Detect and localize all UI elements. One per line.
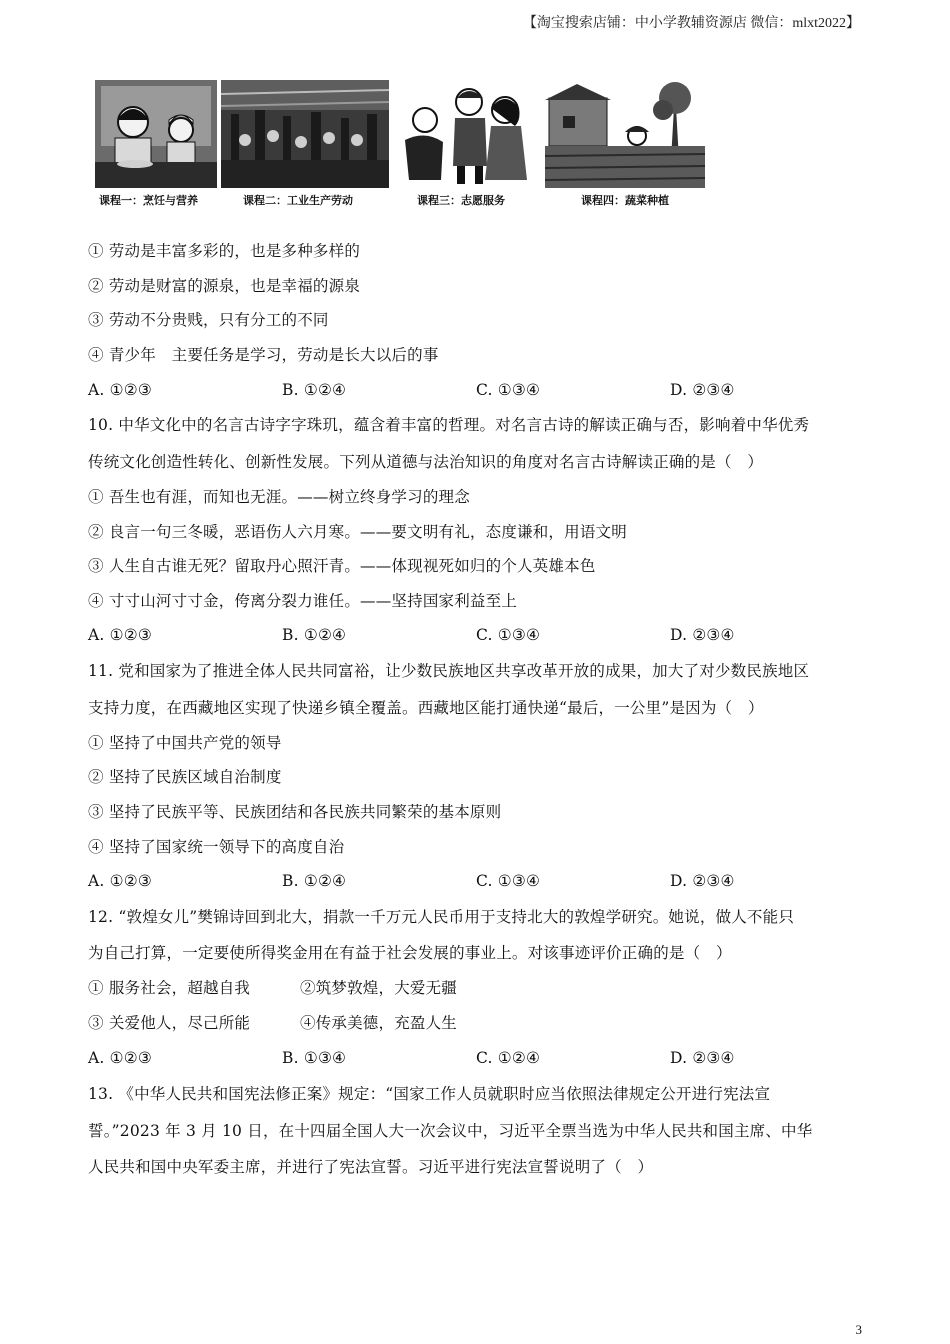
industry-illustration: [221, 80, 389, 188]
q10-item-3: ③ 人生自古谁无死？留取丹心照汗青。——体现视死如归的个人英雄本色: [88, 557, 596, 575]
q12-item-3: ③ 关爱他人，尽己所能: [88, 1014, 251, 1032]
course-panel-industry: [221, 80, 389, 207]
q11-option-d[interactable]: D. ②③④: [670, 872, 735, 890]
page-number: 3: [855, 1322, 862, 1337]
q12-option-b[interactable]: B. ①③④: [282, 1049, 347, 1067]
planting-illustration: [545, 80, 705, 188]
q12-stem-line-1: 12. “敦煌女儿”樊锦诗回到北大，捐款一千万元人民币用于支持北大的敦煌学研究。她说，做人不能只: [88, 908, 795, 926]
q9-item-2: ② 劳动是财富的源泉，也是幸福的源泉: [88, 277, 361, 295]
q12-item-4: ④传承美德，充盈人生: [300, 1014, 458, 1032]
q10-item-1: ① 吾生也有涯，而知也无涯。——树立终身学习的理念: [88, 488, 470, 506]
caption-cooking: 课程一：烹饪与营养: [99, 194, 198, 207]
q10-option-a[interactable]: A. ①②③: [88, 626, 152, 644]
caption-volunteer: 课程三：志愿服务: [417, 194, 505, 207]
course-panel-volunteer: [395, 80, 545, 207]
volunteer-illustration: [395, 80, 545, 188]
q9-options: [88, 380, 848, 400]
q12-options: [88, 1048, 848, 1068]
q10-option-c[interactable]: C. ①③④: [476, 626, 541, 644]
q11-stem-line-1: 11. 党和国家为了推进全体人民共同富裕，让少数民族地区共享改革开放的成果，加大了对少数民族地区: [88, 662, 810, 680]
q10-item-2: ② 良言一句三冬暖，恶语伤人六月寒。——要文明有礼，态度谦和，用语文明: [88, 523, 627, 541]
course-panel-cooking: [95, 80, 217, 207]
q13-stem-line-3: 人民共和国中央军委主席，并进行了宪法宣誓。习近平进行宪法宣誓说明了（ ）: [88, 1158, 654, 1176]
cooking-illustration: [95, 80, 217, 188]
q12-items-row-1: [88, 978, 848, 998]
q11-option-b[interactable]: B. ①②④: [282, 872, 347, 890]
q11-item-3: ③ 坚持了民族平等、民族团结和各民族共同繁荣的基本原则: [88, 803, 502, 821]
q10-option-d[interactable]: D. ②③④: [670, 626, 735, 644]
q11-option-c[interactable]: C. ①③④: [476, 872, 541, 890]
q12-item-1: ① 服务社会，超越自我: [88, 979, 251, 997]
q11-options: [88, 871, 848, 891]
course-panel-planting: [545, 80, 705, 207]
q11-item-2: ② 坚持了民族区域自治制度: [88, 768, 282, 786]
page-header: 【淘宝搜索店铺：中小学教辅资源店 微信：mlxt2022】: [522, 16, 860, 31]
q12-option-d[interactable]: D. ②③④: [670, 1049, 735, 1067]
course-figure: [95, 80, 715, 210]
q12-stem-line-2: 为自己打算，一定要使所得奖金用在有益于社会发展的事业上。对该事迹评价正确的是（ ）: [88, 944, 732, 962]
q12-item-2: ②筑梦敦煌，大爱无疆: [300, 979, 458, 997]
q12-items-row-2: [88, 1013, 848, 1033]
q9-item-3: ③ 劳动不分贵贱，只有分工的不同: [88, 311, 329, 329]
q11-stem-line-2: 支持力度，在西藏地区实现了快递乡镇全覆盖。西藏地区能打通快递“最后，一公里”是因为（ ）: [88, 699, 764, 717]
q12-option-a[interactable]: A. ①②③: [88, 1049, 152, 1067]
q9-option-c[interactable]: C. ①③④: [476, 381, 541, 399]
q13-stem-line-1: 13. 《中华人民共和国宪法修正案》规定：“国家工作人员就职时应当依照法律规定公开进行宪法宣: [88, 1085, 771, 1103]
q9-option-b[interactable]: B. ①②④: [282, 381, 347, 399]
caption-planting: 课程四：蔬菜种植: [581, 194, 669, 207]
q9-item-1: ① 劳动是丰富多彩的，也是多种多样的: [88, 242, 361, 260]
q13-stem-line-2: 誓。”2023 年 3 月 10 日，在十四届全国人大一次会议中，习近平全票当选为中华人民共和国主席、中华: [88, 1122, 813, 1140]
q11-item-4: ④ 坚持了国家统一领导下的高度自治: [88, 838, 345, 856]
q10-option-b[interactable]: B. ①②④: [282, 626, 347, 644]
q9-option-a[interactable]: A. ①②③: [88, 381, 152, 399]
q10-stem-line-1: 10. 中华文化中的名言古诗字字珠玑，蕴含着丰富的哲理。对名言古诗的解读正确与否，影响着中华优秀: [88, 416, 810, 434]
q10-options: [88, 625, 848, 645]
q10-item-4: ④ 寸寸山河寸寸金，侉离分裂力谁任。——坚持国家利益至上: [88, 592, 518, 610]
q9-option-d[interactable]: D. ②③④: [670, 381, 735, 399]
caption-industry: 课程二：工业生产劳动: [243, 194, 353, 207]
q11-item-1: ① 坚持了中国共产党的领导: [88, 734, 282, 752]
q11-option-a[interactable]: A. ①②③: [88, 872, 152, 890]
q10-stem-line-2: 传统文化创造性转化、创新性发展。下列从道德与法治知识的角度对名言古诗解读正确的是（ ）: [88, 453, 764, 471]
q9-item-4: ④ 青少年 主要任务是学习，劳动是长大以后的事: [88, 346, 439, 364]
q12-option-c[interactable]: C. ①②④: [476, 1049, 541, 1067]
